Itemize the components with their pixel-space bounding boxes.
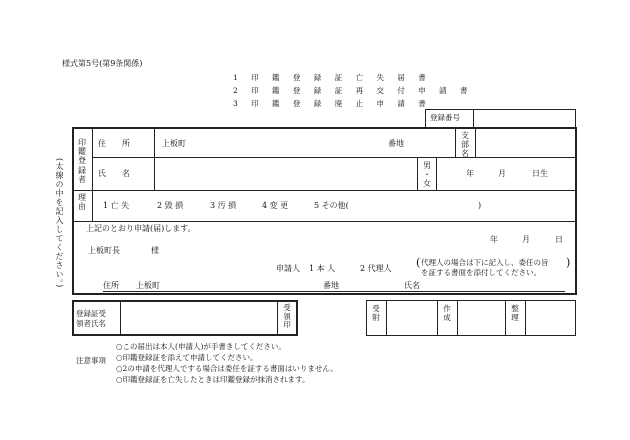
name-label: 氏 名 bbox=[98, 169, 130, 178]
office-receipt-label: 受 附 bbox=[372, 304, 380, 322]
title-3: 3 印 鑑 登 録 廃 止 申 請 書 bbox=[233, 99, 432, 108]
applicant-label: 申請人 bbox=[276, 264, 300, 273]
proxy-address-label: 住所 bbox=[103, 281, 119, 290]
reason-4[interactable]: 4 変 更 bbox=[262, 201, 289, 210]
date-year: 年 bbox=[490, 235, 498, 244]
office-organize-label: 整 理 bbox=[511, 304, 519, 322]
reg-number-label: 登録番号 bbox=[430, 113, 460, 122]
branch-field[interactable] bbox=[478, 131, 573, 153]
proxy-name-label: 氏名 bbox=[404, 281, 420, 290]
title-1: 1 印 鑑 登 録 証 亡 失 届 書 bbox=[233, 73, 432, 82]
banchi-label: 番地 bbox=[388, 139, 404, 148]
reason-1[interactable]: 1 亡 失 bbox=[103, 201, 130, 210]
statement: 上記のとおり申請(届)します。 bbox=[86, 224, 196, 233]
reason-3[interactable]: 3 汚 損 bbox=[210, 201, 237, 210]
mayor-label: 上板町長 bbox=[88, 246, 120, 255]
address-label: 住 所 bbox=[98, 139, 130, 148]
receiver-label-1: 登録証受 bbox=[76, 309, 106, 318]
office-create-label: 作 成 bbox=[443, 304, 451, 322]
proxy-note-bracket-open: ( bbox=[416, 256, 421, 269]
note-4: ○印鑑登録証を亡失したときは印鑑登録が抹消されます。 bbox=[116, 375, 310, 384]
reg-number-field[interactable] bbox=[478, 113, 573, 125]
receipt-seal-label: 受 領 印 bbox=[283, 303, 291, 330]
side-note: (太線の中を記入してください。) bbox=[55, 158, 64, 289]
note-3: ○2の申請を代理人でする場合は委任を証する書面はいりません。 bbox=[116, 364, 338, 373]
receiver-name-field[interactable] bbox=[124, 306, 272, 331]
note-1: ○この届出は本人(申請人)が手書きしてください。 bbox=[116, 342, 286, 351]
proxy-note-line-2: を証する書面を添付してください。 bbox=[421, 268, 541, 277]
applicant-self[interactable]: 1 本 人 bbox=[309, 264, 336, 273]
name-field[interactable] bbox=[160, 163, 410, 185]
notes-label: 注意事項 bbox=[76, 356, 106, 365]
office-use-box bbox=[366, 300, 576, 336]
dob-day: 日生 bbox=[532, 169, 548, 178]
note-2: ○印鑑登録証を添えて申請してください。 bbox=[116, 353, 258, 362]
form-number: 様式第5号(第9条関係) bbox=[62, 59, 143, 68]
registrant-label: 印 鑑 登 録 者 bbox=[78, 138, 86, 184]
proxy-note-bracket-close: ) bbox=[566, 256, 571, 269]
gender-label: 男 ・ 女 bbox=[423, 161, 431, 189]
proxy-note-line-1: 代理人の場合は下に記入し、委任の旨 bbox=[421, 258, 549, 267]
dob-month: 月 bbox=[498, 169, 506, 178]
proxy-name-field[interactable] bbox=[422, 279, 562, 290]
date-day: 日 bbox=[555, 235, 563, 244]
applicant-proxy[interactable]: 2 代理人 bbox=[360, 264, 392, 273]
reason-2[interactable]: 2 毀 損 bbox=[157, 201, 184, 210]
proxy-address-value: 上板町 bbox=[136, 281, 160, 290]
proxy-address-field[interactable] bbox=[170, 279, 315, 290]
reason-5[interactable]: 5 その他( bbox=[314, 201, 349, 210]
branch-label: 支 部 名 bbox=[461, 131, 469, 159]
sama-label: 様 bbox=[151, 246, 159, 255]
address-field[interactable] bbox=[200, 136, 380, 150]
receiver-label-2: 領者氏名 bbox=[76, 319, 106, 328]
reason-label: 理 由 bbox=[78, 193, 86, 212]
proxy-banchi-label: 番地 bbox=[323, 281, 339, 290]
title-2: 2 印 鑑 登 録 証 再 交 付 申 請 書 bbox=[233, 86, 473, 95]
address-value: 上板町 bbox=[162, 139, 186, 148]
reason-other-close: ) bbox=[478, 201, 482, 210]
date-month: 月 bbox=[522, 235, 530, 244]
dob-year: 年 bbox=[466, 169, 474, 178]
